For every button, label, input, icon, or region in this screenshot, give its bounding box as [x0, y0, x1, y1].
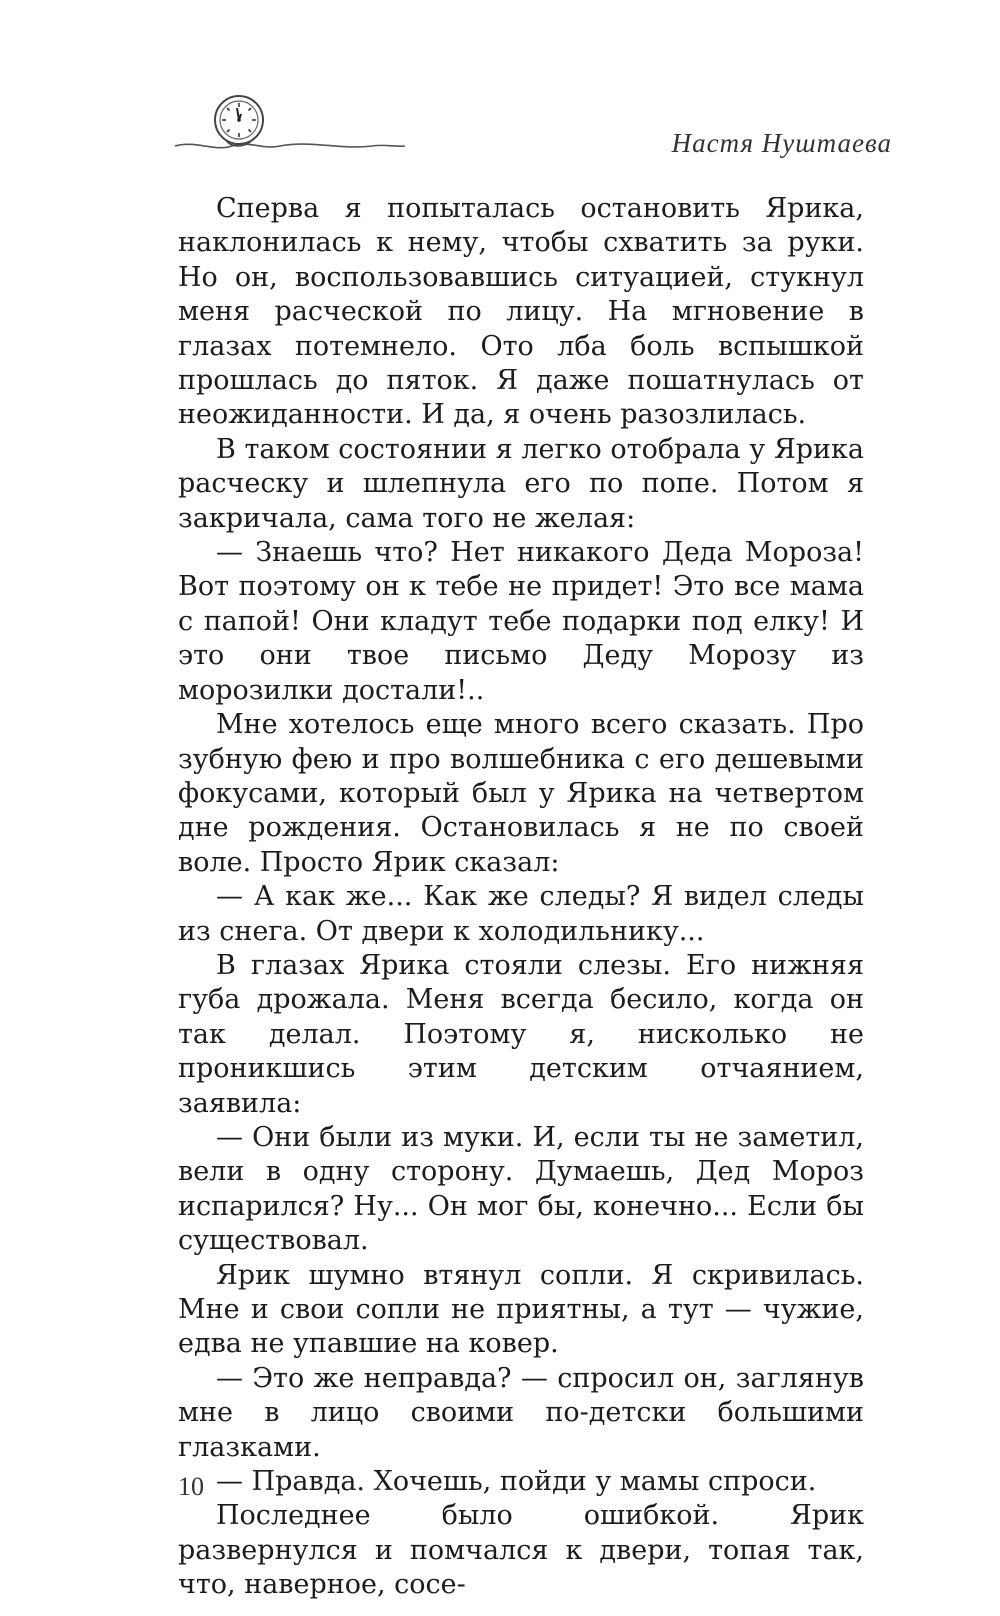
body-text: [178, 192, 864, 1603]
paragraph: В таком состоянии я легко отобрала у Ярика расческу и шлепнула его по попе. Потом я закричала, сама того не желая:: [178, 433, 864, 534]
page-number: 10: [178, 1472, 204, 1501]
paragraph: Сперва я попыталась остановить Ярика, наклонилась к нему, чтобы схватить за руки. Но он, воспользовавшись ситуацией, стукнул меня расческой по лицу. На мгновение в глазах потемнело. Ото лба боль вспышкой прошлась до пяток. Я даже пошатнулась от неожиданности. И да, я очень разозлилась.: [178, 193, 864, 431]
paragraph: Ярик шумно втянул сопли. Я скривилась. Мне и свои сопли не приятны, а тут — чужие, едва не упавшие на ковер.: [178, 1259, 864, 1360]
paragraph: Мне хотелось еще много всего сказать. Про зубную фею и про волшебника с его дешевыми фокусами, который был у Ярика на четвертом дне рождения. Остановилась я не по своей воле. Просто Ярик сказал:: [178, 709, 864, 878]
paragraph: В глазах Ярика стояли слезы. Его нижняя губа дрожала. Меня всегда бесило, когда он так делал. Поэтому я, нисколько не проникшись этим детским отчаянием, заявила:: [178, 949, 864, 1119]
paragraph: — Это же неправда? — спросил он, заглянув мне в лицо своими по-детски большими глазками.: [178, 1362, 864, 1463]
paragraph: — Знаешь что? Нет никакого Деда Мороза! Вот поэтому он к тебе не придет! Это все мама с папой! Они кладут тебе подарки под елку! И это они твое письмо Деду Морозу из морозилки достали!..: [178, 537, 864, 706]
paragraph: Последнее было ошибкой. Ярик развернулся и помчался к двери, топая так, что, наверное, сосе-: [178, 1500, 864, 1601]
page-header: [0, 0, 1000, 180]
paragraph: — Они были из муки. И, если ты не заметил, вели в одну сторону. Думаешь, Дед Мороз испарился? Ну... Он мог бы, конечно... Если бы существовал.: [178, 1121, 864, 1257]
running-head-author: Настя Нуштаева: [671, 128, 892, 158]
paragraph: — А как же... Как же следы? Я видел следы из снега. От двери к холодильнику...: [178, 881, 864, 947]
paragraph: — Правда. Хочешь, пойди у мамы спроси.: [216, 1466, 817, 1498]
